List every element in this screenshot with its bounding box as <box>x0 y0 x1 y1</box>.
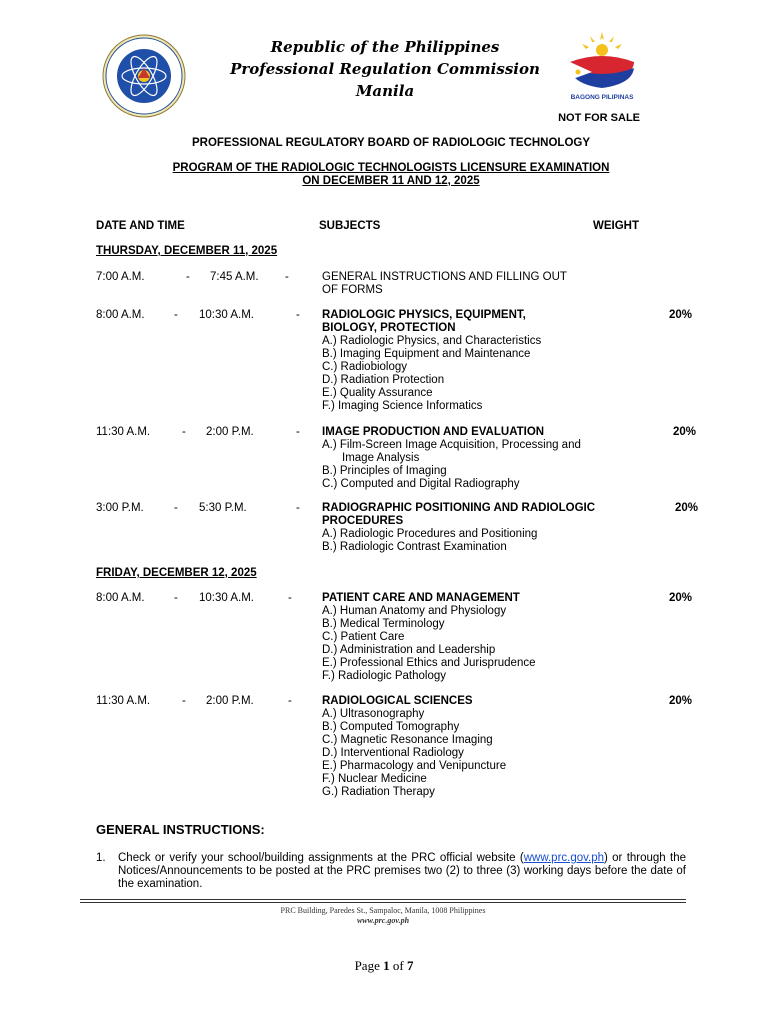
board-title: PROFESSIONAL REGULATORY BOARD OF RADIOLOGIC TECHNOLOGY <box>191 137 591 149</box>
time-dash: - <box>296 502 300 514</box>
end-time: 2:00 P.M. <box>206 695 254 707</box>
start-time: 11:30 A.M. <box>96 695 151 707</box>
instruction-text-part: Check or verify your school/building assignments at the PRC official website ( <box>118 852 524 864</box>
letterhead-line-3: Manila <box>355 82 415 100</box>
letterhead-line-2: Professional Regulation Commission <box>230 60 540 78</box>
instruction-number: 1. <box>96 852 106 864</box>
subject-item: E.) Quality Assurance <box>322 387 433 399</box>
prc-seal-icon <box>102 34 186 118</box>
column-header-subjects: SUBJECTS <box>319 220 381 232</box>
subject-weight: 20% <box>669 309 693 321</box>
subject-block <box>322 695 652 799</box>
letterhead-line-1: Republic of the Philippines <box>270 38 500 56</box>
start-time: 7:00 A.M. <box>96 271 145 283</box>
start-time: 8:00 A.M. <box>96 592 145 604</box>
subject-item: Image Analysis <box>342 452 420 464</box>
subject-item: F.) Nuclear Medicine <box>322 773 427 785</box>
subject-title: PROCEDURES <box>322 515 404 527</box>
subject-item: B.) Medical Terminology <box>322 618 445 630</box>
end-time: 10:30 A.M. <box>199 592 254 604</box>
page-current: 1 <box>383 958 390 973</box>
footer-divider <box>80 902 686 903</box>
subject-title: BIOLOGY, PROTECTION <box>322 322 456 334</box>
subject-item: B.) Computed Tomography <box>322 721 460 733</box>
start-time: 8:00 A.M. <box>96 309 145 321</box>
subject-item: F.) Radiologic Pathology <box>322 670 447 682</box>
subject-item: D.) Radiation Protection <box>322 374 445 386</box>
end-time: 5:30 P.M. <box>199 502 247 514</box>
time-dash: - <box>288 592 292 604</box>
time-dash: - <box>288 695 292 707</box>
letterhead <box>200 36 570 102</box>
subject-weight: 20% <box>669 592 693 604</box>
instruction-item <box>96 852 686 891</box>
footer-website: www.prc.gov.ph <box>356 916 410 925</box>
time-dash: - <box>296 309 300 321</box>
end-time: 7:45 A.M. <box>210 271 259 283</box>
prc-website-link[interactable]: www.prc.gov.ph <box>523 852 605 864</box>
time-dash: - <box>174 309 178 321</box>
subject-title: RADIOLOGICAL SCIENCES <box>322 695 473 707</box>
instruction-text-part: ) or through the Notices/Announcements to be posted at the PRC premises two (2) to three (3) working days before the date of the examination. <box>118 852 686 890</box>
subject-weight: 20% <box>673 426 697 438</box>
start-time: 3:00 P.M. <box>96 502 144 514</box>
program-title <box>96 162 686 188</box>
footer-address: PRC Building, Paredes St., Sampaloc, Manila, 1008 Philippines <box>280 906 486 915</box>
subject-item: F.) Imaging Science Informatics <box>322 400 483 412</box>
time-dash: - <box>186 271 190 283</box>
subject-item: D.) Interventional Radiology <box>322 747 464 759</box>
subject-title: IMAGE PRODUCTION AND EVALUATION <box>322 426 545 438</box>
subject-title: RADIOLOGIC PHYSICS, EQUIPMENT, <box>322 309 526 321</box>
time-dash: - <box>182 426 186 438</box>
subject-title: RADIOGRAPHIC POSITIONING AND RADIOLOGIC <box>322 502 596 514</box>
page-total: 7 <box>406 958 414 973</box>
subject-item: A.) Film-Screen Image Acquisition, Processing and <box>322 439 581 451</box>
end-time: 2:00 P.M. <box>206 426 254 438</box>
time-dash: - <box>174 502 178 514</box>
subject-block <box>322 592 652 683</box>
subject-item: G.) Radiation Therapy <box>322 786 435 798</box>
time-dash: - <box>296 426 300 438</box>
time-dash: - <box>174 592 178 604</box>
subject-item: C.) Computed and Digital Radiography <box>322 478 520 490</box>
day-heading-thursday: THURSDAY, DECEMBER 11, 2025 <box>96 245 278 257</box>
subject-block <box>322 502 662 554</box>
subject-item: C.) Radiobiology <box>322 361 408 373</box>
subject-block <box>322 426 652 491</box>
instruction-text <box>118 852 686 891</box>
bagong-pilipinas-logo-icon <box>562 30 642 102</box>
end-time: 10:30 A.M. <box>199 309 254 321</box>
page-of: of <box>392 958 404 973</box>
subject-block <box>322 271 652 297</box>
subject-line: GENERAL INSTRUCTIONS AND FILLING OUT <box>322 271 567 283</box>
subject-item: E.) Pharmacology and Venipuncture <box>322 760 507 772</box>
general-instructions-title: GENERAL INSTRUCTIONS: <box>96 822 265 837</box>
subject-item: C.) Magnetic Resonance Imaging <box>322 734 493 746</box>
not-for-sale-label: NOT FOR SALE <box>558 112 640 124</box>
column-header-weight: WEIGHT <box>593 220 639 232</box>
subject-item: B.) Radiologic Contrast Examination <box>322 541 507 553</box>
subject-item: B.) Imaging Equipment and Maintenance <box>322 348 531 360</box>
program-title-line-1: PROGRAM OF THE RADIOLOGIC TECHNOLOGISTS LICENSURE EXAMINATION <box>172 162 610 174</box>
subject-item: A.) Radiologic Procedures and Positioning <box>322 528 538 540</box>
subject-item: D.) Administration and Leadership <box>322 644 496 656</box>
subject-line: OF FORMS <box>322 284 383 296</box>
subject-item: B.) Principles of Imaging <box>322 465 447 477</box>
subject-item: C.) Patient Care <box>322 631 405 643</box>
start-time: 11:30 A.M. <box>96 426 151 438</box>
subject-weight: 20% <box>669 695 693 707</box>
subject-item: A.) Human Anatomy and Physiology <box>322 605 507 617</box>
column-header-date-time: DATE AND TIME <box>96 220 185 232</box>
subject-block <box>322 309 652 413</box>
time-dash: - <box>182 695 186 707</box>
subject-title: PATIENT CARE AND MANAGEMENT <box>322 592 520 604</box>
logo-text: BAGONG PILIPINAS <box>570 94 634 101</box>
subject-item: A.) Radiologic Physics, and Characteristics <box>322 335 542 347</box>
time-dash: - <box>285 271 289 283</box>
page-number <box>0 958 768 974</box>
footer-divider <box>80 899 686 900</box>
subject-item: A.) Ultrasonography <box>322 708 425 720</box>
subject-weight: 20% <box>675 502 699 514</box>
page-prefix: Page <box>354 958 380 973</box>
subject-item: E.) Professional Ethics and Jurisprudence <box>322 657 536 669</box>
program-title-line-2: ON DECEMBER 11 AND 12, 2025 <box>302 175 480 187</box>
day-heading-friday: FRIDAY, DECEMBER 12, 2025 <box>96 567 257 579</box>
